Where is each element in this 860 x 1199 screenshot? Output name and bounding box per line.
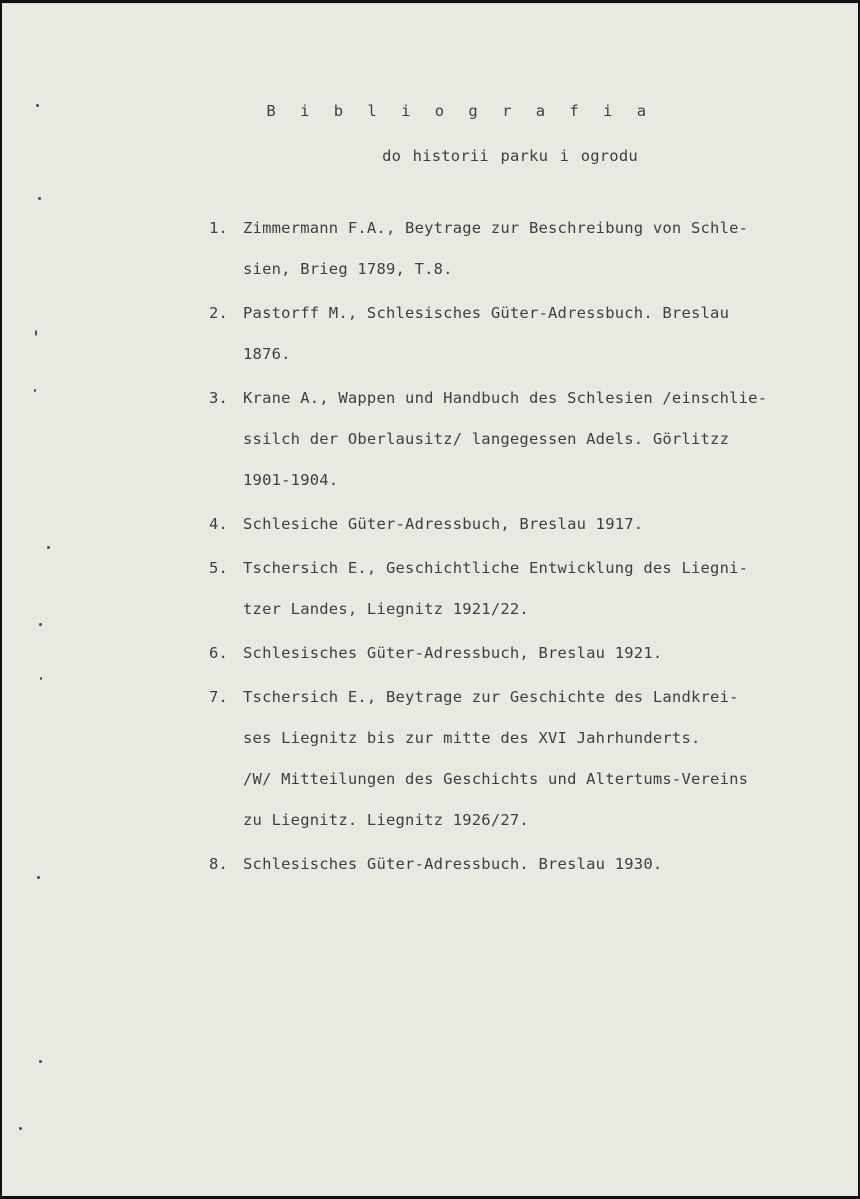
document-title: B i b l i o g r a f i a	[266, 102, 654, 120]
entry-line: ssilch der Oberlausitz/ langegessen Adels. Görlitzz	[243, 430, 730, 448]
entry-number: 1.	[209, 219, 229, 237]
entry-line: sien, Brieg 1789, T.8.	[243, 260, 453, 278]
bibliography-entry-4	[2, 504, 858, 545]
document-page	[2, 3, 858, 1196]
document-subtitle: do historii parku i ogrodu	[382, 147, 638, 165]
entry-line: 1876.	[243, 345, 291, 363]
entry-number: 2.	[209, 304, 229, 322]
entry-line: 1901-1904.	[243, 471, 339, 489]
entry-line: Schlesiche Güter-Adressbuch, Breslau 1917.	[243, 515, 644, 533]
entry-line: Pastorff M., Schlesisches Güter-Adressbuch. Breslau	[243, 304, 730, 322]
margin-speck	[34, 389, 36, 392]
bibliography-entry-1	[2, 208, 858, 290]
entry-line: Zimmermann F.A., Beytrage zur Beschreibung von Schle-	[243, 219, 749, 237]
margin-speck	[37, 876, 40, 879]
margin-speck	[35, 330, 37, 336]
bibliography-list	[2, 208, 858, 888]
margin-speck	[40, 677, 42, 680]
margin-speck	[39, 1060, 42, 1063]
bibliography-entry-8	[2, 844, 858, 885]
bibliography-entry-6	[2, 633, 858, 674]
margin-speck	[47, 546, 50, 549]
entry-line: Tschersich E., Geschichtliche Entwicklung des Liegni-	[243, 559, 749, 577]
entry-line: ses Liegnitz bis zur mitte des XVI Jahrhunderts.	[243, 729, 701, 747]
bibliography-entry-3	[2, 378, 858, 501]
entry-line: Schlesisches Güter-Adressbuch, Breslau 1921.	[243, 644, 663, 662]
entry-number: 5.	[209, 559, 229, 577]
margin-speck	[36, 104, 39, 107]
entry-line: /W/ Mitteilungen des Geschichts und Altertums-Vereins	[243, 770, 749, 788]
entry-line: Schlesisches Güter-Adressbuch. Breslau 1930.	[243, 855, 663, 873]
bibliography-entry-5	[2, 548, 858, 630]
bibliography-entry-7	[2, 677, 858, 841]
entry-number: 3.	[209, 389, 229, 407]
margin-speck	[19, 1127, 22, 1130]
entry-line: Tschersich E., Beytrage zur Geschichte des Landkrei-	[243, 688, 739, 706]
entry-number: 6.	[209, 644, 229, 662]
entry-number: 4.	[209, 515, 229, 533]
margin-speck	[38, 197, 41, 200]
entry-line: zu Liegnitz. Liegnitz 1926/27.	[243, 811, 529, 829]
entry-line: Krane A., Wappen und Handbuch des Schlesien /einschlie-	[243, 389, 768, 407]
entry-number: 7.	[209, 688, 229, 706]
margin-speck	[39, 623, 42, 626]
entry-line: tzer Landes, Liegnitz 1921/22.	[243, 600, 529, 618]
bibliography-entry-2	[2, 293, 858, 375]
entry-number: 8.	[209, 855, 229, 873]
